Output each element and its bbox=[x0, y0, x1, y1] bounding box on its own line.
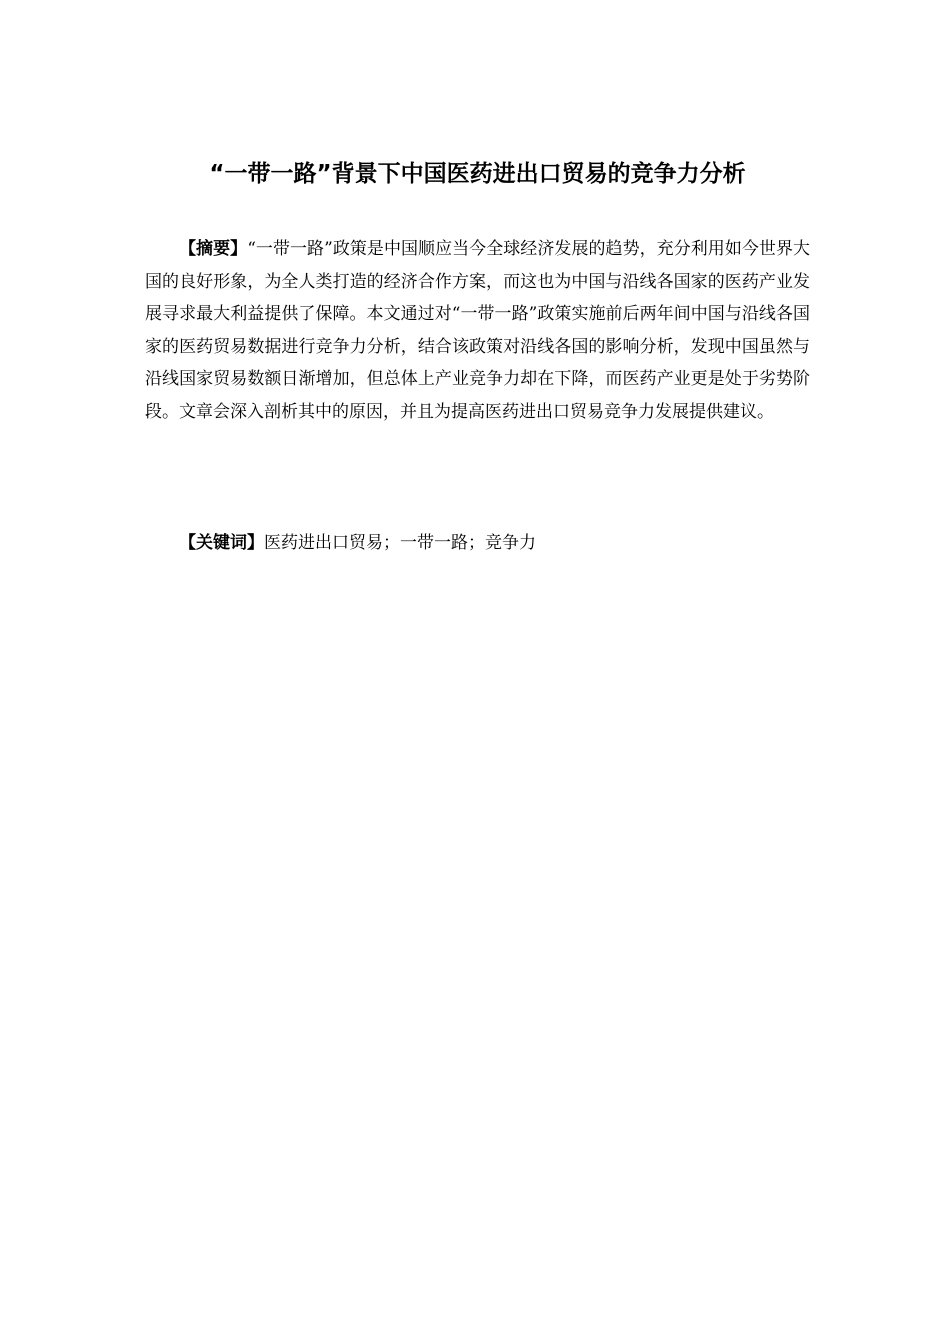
keywords-label: 【关键词】 bbox=[179, 533, 264, 553]
abstract-paragraph bbox=[145, 233, 810, 429]
document-title: “一带一路”背景下中国医药进出口贸易的竞争力分析 bbox=[209, 161, 746, 187]
abstract-label: 【摘要】 bbox=[179, 239, 248, 259]
keywords-text: 医药进出口贸易；一带一路；竞争力 bbox=[264, 533, 536, 553]
abstract-text: “一带一路”政策是中国顺应当今全球经济发展的趋势，充分利用如今世界大国的良好形象，为全人类打造的经济合作方案，而这也为中国与沿线各国家的医药产业发展寻求最大利益提供了保障。本文通过对“一带一路”政策实施前后两年间中国与沿线各国家的医药贸易数据进行竞争力分析，结合该政策对沿线各国的影响分析，发现中国虽然与沿线国家贸易数额日渐增加，但总体上产业竞争力却在下降，而医药产业更是处于劣势阶段。文章会深入剖析其中的原因，并且为提高医药进出口贸易竞争力发展提供建议。 bbox=[145, 239, 811, 422]
keywords-paragraph bbox=[145, 527, 810, 559]
